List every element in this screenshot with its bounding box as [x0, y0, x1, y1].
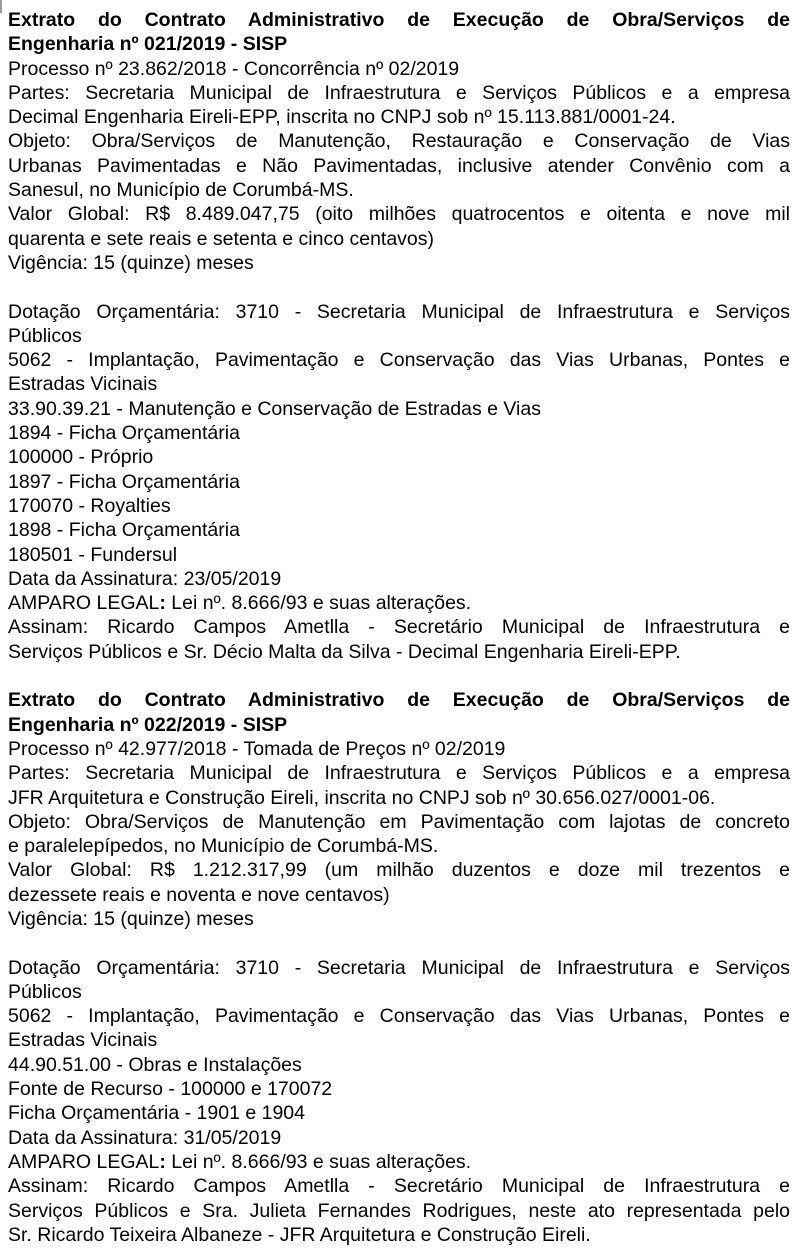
assinam-paragraph [8, 615, 790, 664]
text-line: Vigência: 15 (quinze) meses [8, 907, 254, 930]
contract-heading [8, 8, 790, 57]
text-line: Fonte de Recurso - 100000 e 170072 [8, 1078, 333, 1101]
text-line: 1897 - Ficha Orçamentária [8, 470, 240, 493]
dotacao-line [8, 1004, 790, 1053]
dotacao-line [8, 470, 790, 494]
dotacao-line [8, 421, 790, 445]
assinam-paragraph [8, 1174, 790, 1247]
vigencia-line [8, 907, 790, 931]
text-line: Engenharia nº 021/2019 - SISP [8, 33, 288, 56]
dotacao-orcamentaria-section [8, 956, 790, 1126]
text-line: 5062 - Implantação, Pavimentação e Conservação das Vias Urbanas, Pontes e [8, 1005, 790, 1028]
dotacao-line [8, 518, 790, 542]
processo-line [8, 737, 790, 761]
text-line: Processo nº 42.977/2018 - Tomada de Preços nº 02/2019 [8, 737, 506, 760]
dotacao-line [8, 1077, 790, 1101]
amparo-legal-text: Lei nº. 8.666/93 e suas alterações. [165, 592, 472, 615]
text-line: e paralelepípedos, no Município de Corumbá-MS. [8, 835, 439, 858]
text-line: Dotação Orçamentária: 3710 - Secretaria Municipal de Infraestrutura e Serviços [8, 300, 790, 323]
text-line: Valor Global: R$ 8.489.047,75 (oito milhões quatrocentos e oitenta e nove mil [8, 203, 790, 226]
dotacao-line [8, 300, 790, 349]
text-line: Objeto: Obra/Serviços de Manutenção, Restauração e Conservação de Vias [8, 130, 790, 153]
dotacao-line [8, 956, 790, 1005]
text-line: quarenta e sete reais e setenta e cinco centavos) [8, 227, 435, 250]
text-line: Data da Assinatura: 31/05/2019 [8, 1126, 282, 1149]
text-line: Dotação Orçamentária: 3710 - Secretaria Municipal de Infraestrutura e Serviços [8, 956, 790, 979]
text-line: Sanesul, no Município de Corumbá-MS. [8, 179, 354, 202]
amparo-legal-label: AMPARO LEGAL [8, 1150, 160, 1173]
text-line: JFR Arquitetura e Construção Eireli, inscrita no CNPJ sob nº 30.656.027/0001-06. [8, 786, 716, 809]
text-line: Estradas Vicinais [8, 1029, 158, 1052]
amparo-legal-colon: : [159, 1150, 166, 1173]
vigencia-line [8, 251, 790, 275]
text-line: Extrato do Contrato Administrativo de Execução de Obra/Serviços de [8, 9, 790, 31]
dotacao-line [8, 445, 790, 469]
text-line: Vigência: 15 (quinze) meses [8, 251, 254, 274]
dotacao-line [8, 397, 790, 421]
text-line: Engenharia nº 022/2019 - SISP [8, 713, 288, 736]
contract-heading [8, 688, 790, 737]
partes-paragraph [8, 761, 790, 810]
dotacao-line [8, 543, 790, 567]
amparo-legal-text: Lei nº. 8.666/93 e suas alterações. [165, 1150, 472, 1173]
contract-extract-022-2019 [8, 688, 790, 1247]
text-line: 33.90.39.21 - Manutenção e Conservação de Estradas e Vias [8, 397, 541, 420]
text-line: Serviços Públicos e Sra. Julieta Fernandes Rodrigues, neste ato representada pelo [8, 1199, 790, 1222]
text-line: Decimal Engenharia Eireli-EPP, inscrita no CNPJ sob nº 15.113.881/0001-24. [8, 106, 676, 129]
objeto-paragraph [8, 810, 790, 859]
text-line: Data da Assinatura: 23/05/2019 [8, 567, 282, 590]
amparo-legal-line [8, 591, 790, 615]
objeto-paragraph [8, 129, 790, 202]
amparo-legal-line [8, 1150, 790, 1174]
dotacao-line [8, 348, 790, 397]
text-line: Urbanas Pavimentadas e Não Pavimentadas, inclusive atender Convênio com a [8, 154, 790, 177]
text-line: Assinam: Ricardo Campos Ametlla - Secretário Municipal de Infraestrutura e [8, 1175, 790, 1198]
amparo-legal-colon: : [159, 592, 166, 615]
text-line: Assinam: Ricardo Campos Ametlla - Secretário Municipal de Infraestrutura e [8, 616, 790, 639]
text-line: Objeto: Obra/Serviços de Manutenção em Pavimentação com lajotas de concreto [8, 810, 790, 833]
text-line: 180501 - Fundersul [8, 543, 178, 566]
text-line: Sr. Ricardo Teixeira Albaneze - JFR Arquitetura e Construção Eireli. [8, 1223, 591, 1246]
text-line: 170070 - Royalties [8, 494, 171, 517]
contract-extract-021-2019 [8, 8, 790, 664]
text-line: Partes: Secretaria Municipal de Infraestrutura e Serviços Públicos e a empresa [8, 762, 790, 785]
text-line: Públicos [8, 980, 82, 1003]
text-line: dezessete reais e noventa e nove centavos) [8, 883, 390, 906]
dotacao-orcamentaria-section [8, 300, 790, 567]
text-line: 1894 - Ficha Orçamentária [8, 422, 240, 445]
text-line: Estradas Vicinais [8, 373, 158, 396]
text-line: Serviços Públicos e Sr. Décio Malta da Silva - Decimal Engenharia Eireli-EPP. [8, 640, 681, 663]
text-line: 100000 - Próprio [8, 446, 154, 469]
processo-line [8, 57, 790, 81]
partes-paragraph [8, 81, 790, 130]
text-line: 1898 - Ficha Orçamentária [8, 519, 240, 542]
text-line: Partes: Secretaria Municipal de Infraestrutura e Serviços Públicos e a empresa [8, 81, 790, 104]
dotacao-line [8, 1053, 790, 1077]
amparo-legal-label: AMPARO LEGAL [8, 592, 160, 615]
text-line: Valor Global: R$ 1.212.317,99 (um milhão duzentos e doze mil trezentos e [8, 859, 790, 882]
text-line: Extrato do Contrato Administrativo de Execução de Obra/Serviços de [8, 689, 790, 712]
valor-global-paragraph [8, 858, 790, 907]
data-assinatura-line [8, 1126, 790, 1150]
text-line: Ficha Orçamentária - 1901 e 1904 [8, 1102, 305, 1125]
scan-artifact [0, 0, 2, 13]
text-line: Processo nº 23.862/2018 - Concorrência nº 02/2019 [8, 57, 460, 80]
valor-global-paragraph [8, 202, 790, 251]
text-line: 5062 - Implantação, Pavimentação e Conservação das Vias Urbanas, Pontes e [8, 349, 790, 372]
text-line: Públicos [8, 324, 82, 347]
text-line: 44.90.51.00 - Obras e Instalações [8, 1053, 302, 1076]
data-assinatura-line [8, 567, 790, 591]
dotacao-line [8, 1101, 790, 1125]
dotacao-line [8, 494, 790, 518]
